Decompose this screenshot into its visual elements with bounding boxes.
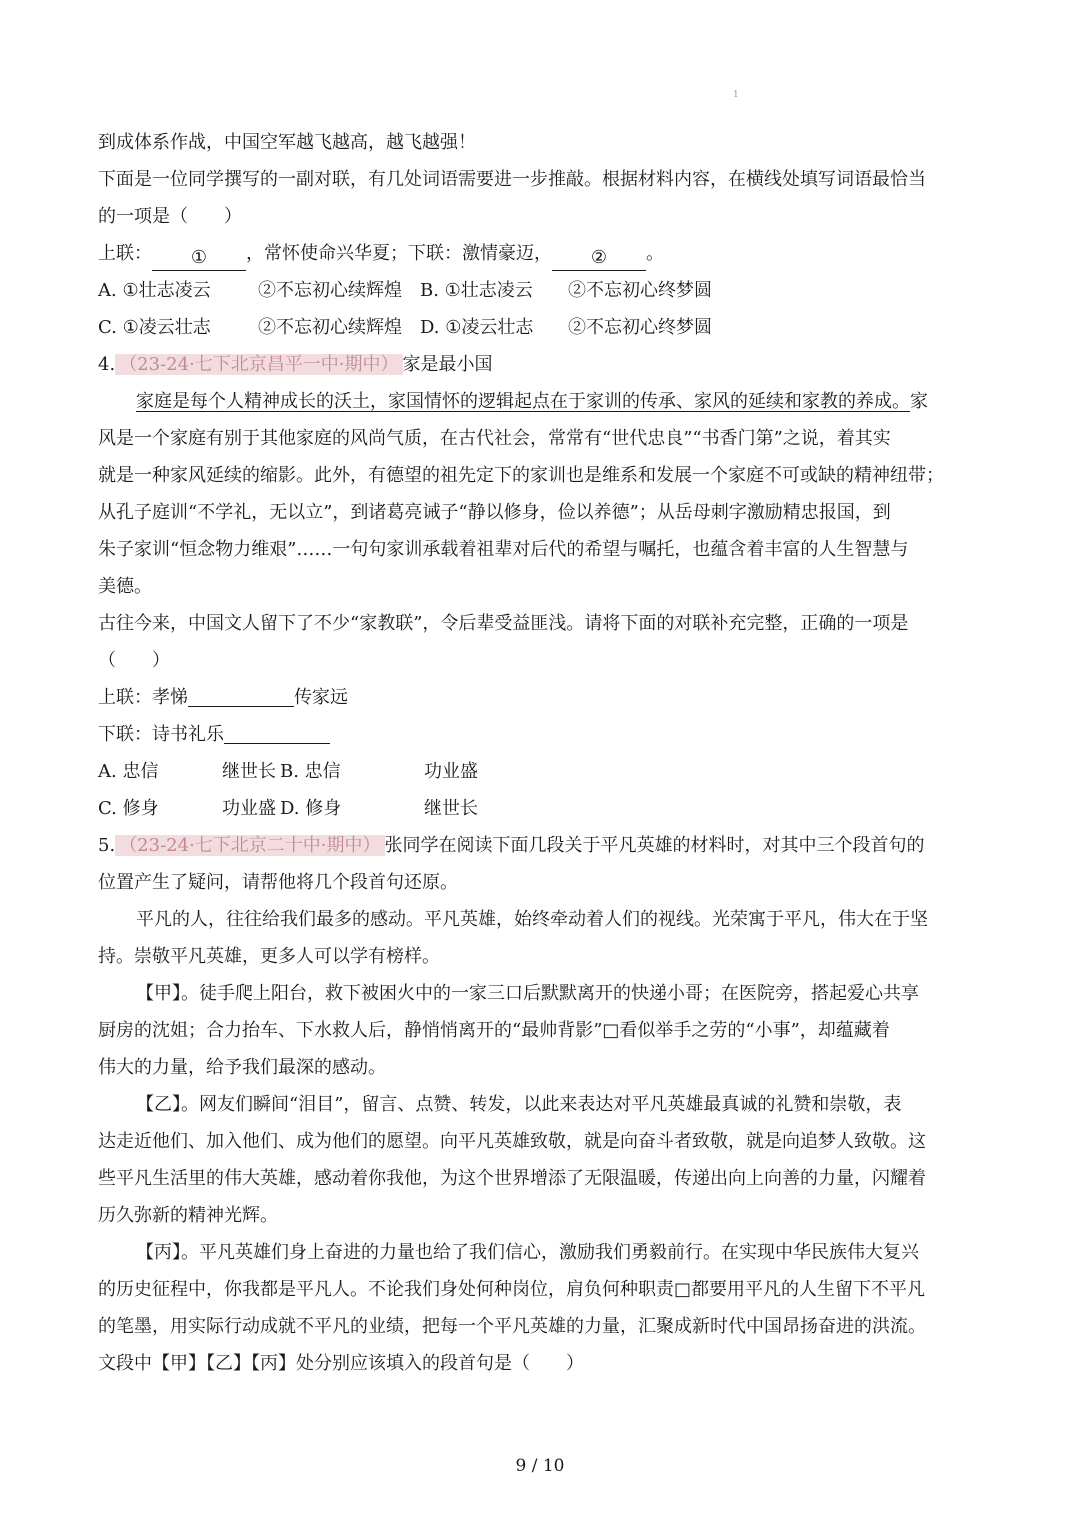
q3-option-d: D. ①凌云壮志: [420, 317, 534, 338]
q4-option-a-2: 继世长: [222, 761, 276, 782]
q4-header: [98, 346, 993, 383]
q4-upper-blank: [188, 682, 294, 707]
q5-yi-line-1: 【乙】。网友们瞬间“泪目”，留言、点赞、转发，以此来表达对平凡英雄最真诚的礼赞和崇敬，表: [136, 1094, 902, 1115]
page-content: [98, 124, 993, 1382]
q3-option-a-2: ②不忘初心续辉煌: [258, 280, 402, 301]
q5-question: 文段中【甲】【乙】【丙】处分别应该填入的段首句是（ ）: [98, 1353, 584, 1374]
q5-yi-line-2: 达走近他们、加入他们、成为他们的愿望。向平凡英雄致敬，就是向奋斗者致敬，就是向追梦人致敬。这: [98, 1131, 926, 1152]
q5-intro-line-2: 持。崇敬平凡英雄，更多人可以学有榜样。: [98, 946, 440, 967]
q4-lower-couplet: [98, 716, 993, 753]
q3-stem-line-2: 的一项是（ ）: [98, 206, 242, 227]
intro-line: 到成体系作战，中国空军越飞越高，越飞越强！: [98, 132, 476, 153]
q5-jia-line-3: 伟大的力量，给予我们最深的感动。: [98, 1057, 386, 1078]
q3-option-d-2: ②不忘初心终梦圆: [568, 317, 712, 338]
q5-bing-line-3: 的笔墨，用实际行动成就不平凡的业绩，把每一个平凡英雄的力量，汇聚成新时代中国昂扬奋进的洪流。: [98, 1316, 926, 1337]
q4-lower-blank: [224, 719, 330, 744]
q3-blank-1: ①: [152, 246, 246, 271]
q5-bing-line-2: 的历史征程中，你我都是平凡人。不论我们身处何种岗位，肩负何种职责□都要用平凡的人生留下不平凡: [98, 1279, 926, 1300]
q4-option-d: D. 修身: [280, 798, 342, 819]
q3-stem-line-1: 下面是一位同学撰写的一副对联，有几处词语需要进一步推敲。根据材料内容，在横线处填写词语最恰当: [98, 169, 926, 190]
q4-upper-end: 传家远: [294, 687, 348, 708]
q4-number: 4.: [98, 354, 116, 375]
q5-yi-line-4: 历久弥新的精神光辉。: [98, 1205, 278, 1226]
q4-passage-line-4: 从孔子庭训“不学礼，无以立”，到诸葛亮诫子“静以修身，俭以养德”；从岳母刺字激励精忠报国，到: [98, 502, 891, 523]
q4-options-cd: [98, 790, 993, 827]
q3-end: 。: [646, 243, 664, 264]
q4-passage-line-1: [98, 383, 993, 420]
q4-underlined-sentence: 家庭是每个人精神成长的沃土，家国情怀的逻辑起点在于家训的传承、家风的延续和家教的养成。: [136, 391, 910, 412]
q5-intro-line-1: 平凡的人，往往给我们最多的感动。平凡英雄，始终牵动着人们的视线。光荣寓于平凡，伟大在于坚: [136, 909, 928, 930]
q4-option-b-2: 功业盛: [424, 761, 478, 782]
q3-option-a: A. ①壮志凌云: [98, 280, 211, 301]
q4-passage-line-2: 风是一个家庭有别于其他家庭的风尚气质，在古代社会，常常有“世代忠良”“书香门第”之说，着其实: [98, 428, 891, 449]
q4-option-c-2: 功业盛: [222, 798, 276, 819]
q4-option-b: B. 忠信: [280, 761, 341, 782]
q5-yi-line-3: 些平凡生活里的伟大英雄，感动着你我他，为这个世界增添了无限温暖，传递出向上向善的力量，闪耀着: [98, 1168, 926, 1189]
q3-couplet-line: [98, 235, 993, 272]
q3-options-ab: [98, 272, 993, 309]
q3-options-cd: [98, 309, 993, 346]
q4-title: 家是最小国: [402, 354, 493, 375]
q4-passage-line-6: 美德。: [98, 576, 152, 597]
q4-passage-line-1-rest: 家: [910, 391, 928, 412]
q5-number: 5.: [98, 835, 116, 856]
q4-passage-line-5: 朱子家训“恒念物力维艰”……一句句家训承载着祖辈对后代的希望与嘱托，也蕴含着丰富的人生智慧与: [98, 539, 909, 560]
q3-option-b: B. ①壮志凌云: [420, 280, 533, 301]
q4-upper-couplet: [98, 679, 993, 716]
q5-bing-line-1: 【丙】。平凡英雄们身上奋进的力量也给了我们信心，激励我们勇毅前行。在实现中华民族伟大复兴: [136, 1242, 919, 1263]
q4-passage-line-3: 就是一种家风延续的缩影。此外，有德望的祖先定下的家训也是维系和发展一个家庭不可或缺的精神纽带；: [98, 465, 944, 486]
q4-options-ab: [98, 753, 993, 790]
q4-option-c: C. 修身: [98, 798, 159, 819]
q5-jia-line-1: 【甲】。徒手爬上阳台，救下被困火中的一家三口后默默离开的快递小哥；在医院旁，搭起爱心共享: [136, 983, 919, 1004]
q4-stem-line-2: （ ）: [98, 650, 170, 671]
q3-option-c-2: ②不忘初心续辉煌: [258, 317, 402, 338]
q4-lower-text: 下联：诗书礼乐: [98, 724, 224, 745]
q3-option-b-2: ②不忘初心终梦圆: [568, 280, 712, 301]
q3-option-c: C. ①凌云壮志: [98, 317, 211, 338]
q4-option-a: A. 忠信: [98, 761, 159, 782]
page-number: 9 / 10: [515, 1456, 565, 1476]
q5-header: [98, 827, 993, 864]
page-mark: 1: [733, 90, 739, 100]
q3-upper-label: 上联：: [98, 243, 152, 264]
q5-jia-line-2: 厨房的沈姐；合力抬车、下水救人后，静悄悄离开的“最帅背影”□看似举手之劳的“小事”，却蕴藏着: [98, 1020, 890, 1041]
q4-stem-line-1: 古往今来，中国文人留下了不少“家教联”，令后辈受益匪浅。请将下面的对联补充完整，正确的一项是: [98, 613, 909, 634]
q5-stem-line-1: 张同学在阅读下面几段关于平凡英雄的材料时，对其中三个段首句的: [384, 835, 925, 856]
q4-option-d-2: 继世长: [424, 798, 478, 819]
q3-blank-2: ②: [552, 246, 646, 271]
q4-source-tag: （23-24·七下北京昌平一中·期中）: [115, 354, 402, 375]
q5-source-tag: （23-24·七下北京二十中·期中）: [115, 835, 384, 856]
q4-upper-text: 上联：孝悌: [98, 687, 188, 708]
q3-upper-mid: ，常怀使命兴华夏；下联：激情豪迈，: [246, 243, 552, 264]
q5-stem-line-2: 位置产生了疑问，请帮他将几个段首句还原。: [98, 872, 458, 893]
